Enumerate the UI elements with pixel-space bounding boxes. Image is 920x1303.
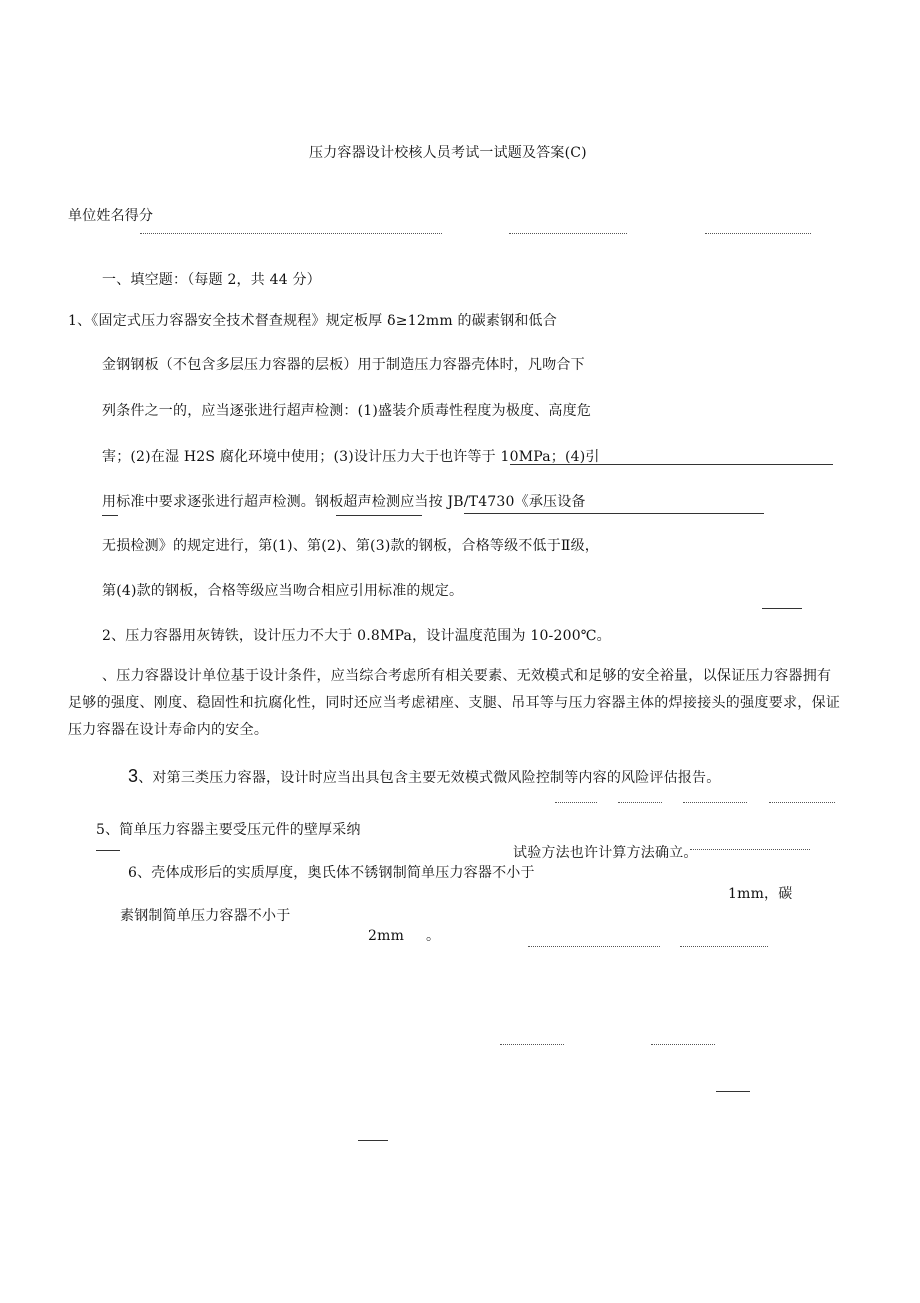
q5-blank-underline <box>96 850 120 851</box>
q3-blank-1 <box>555 802 597 803</box>
header-info-label: 单位姓名得分 <box>68 208 154 224</box>
q1-line5: 用标准中要求逐张进行超声检测。钢板超声检测应当按 JB/T4730《承压设备 <box>102 494 586 510</box>
q1-line2: 金钢钢板（不包含多层压力容器的层板）用于制造压力容器壳体时，凡吻合下 <box>102 357 585 373</box>
q1-line6: 无损检测》的规定进行，第(1)、第(2)、第(3)款的钢板，合格等级不低于Ⅱ级， <box>102 538 600 554</box>
stray-blank-1 <box>500 1044 564 1045</box>
q3-blank-2 <box>618 802 662 803</box>
q6-line1: 6、壳体成形后的实质厚度，奥氏体不锈钢制简单压力容器不小于 <box>128 865 535 881</box>
q1-blank-underline-a <box>102 515 118 516</box>
q1-blank-underline <box>510 464 833 465</box>
section-heading: 一、填空题：（每题 2，共 44 分） <box>102 272 321 288</box>
blank-unit <box>140 233 442 234</box>
q3-line <box>128 766 720 788</box>
stray-blank-2 <box>651 1044 715 1045</box>
stray-blank-4 <box>358 1140 388 1141</box>
q3-blank-4 <box>769 802 835 803</box>
q1-line3: 列条件之一的，应当逐张进行超声检测：(1)盛装介质毒性程度为极度、高度危 <box>102 403 592 419</box>
q1-line4: 害；(2)在湿 H2S 腐化环境中使用；(3)设计压力大于也许等于 10MPa；(4)引 <box>102 449 600 465</box>
q-design-paragraph: 、压力容器设计单位基于设计条件，应当综合考虑所有相关要素、无效模式和足够的安全裕量，以保证压力容器拥有足够的强度、刚度、稳固性和抗腐化性，同时还应当考虑裙座、支腿、吊耳等与压力容器主体的焊接接头的强度要求，保证压力容器在设计寿命内的安全。 <box>68 668 841 738</box>
q2-text: 2、压力容器用灰铸铁，设计压力不大于 0.8MPa，设计温度范围为 10-200℃。 <box>102 628 611 644</box>
q1-line1: 1、《固定式压力容器安全技术督查规程》规定板厚 δ≥12mm 的碳素钢和低合 <box>68 313 557 329</box>
q1-line7: 第(4)款的钢板，合格等级应当吻合相应引用标准的规定。 <box>102 583 464 599</box>
q5-answer: 试验方法也许计算方法确立。 <box>513 845 698 861</box>
q6-end: 。 <box>426 928 441 944</box>
q3-blank-3 <box>683 802 747 803</box>
q1-blank-underline-c <box>464 513 764 514</box>
q6-line2: 素钢制简单压力容器不小于 <box>120 908 291 924</box>
stray-blank-3 <box>716 1091 750 1092</box>
q6-blank-1 <box>528 946 660 947</box>
q6-answer1: 1mm，碳 <box>728 886 793 902</box>
blank-name <box>509 233 627 234</box>
q3-number: 3 <box>128 766 139 786</box>
q6-answer2: 2mm <box>368 928 405 944</box>
blank-score <box>705 233 811 234</box>
q5-blank-tail <box>690 849 810 850</box>
q3-text: 、对第三类压力容器，设计时应当出具包含主要无效模式微风险控制等内容的风险评估报告。 <box>138 770 721 786</box>
q1-blank-underline-d <box>762 608 802 609</box>
q5-text: 5、简单压力容器主要受压元件的壁厚采纳 <box>96 822 361 838</box>
q1-blank-underline-b <box>336 515 422 516</box>
page-title: 压力容器设计校核人员考试一试题及答案(C) <box>309 145 587 161</box>
q6-blank-2 <box>680 946 768 947</box>
